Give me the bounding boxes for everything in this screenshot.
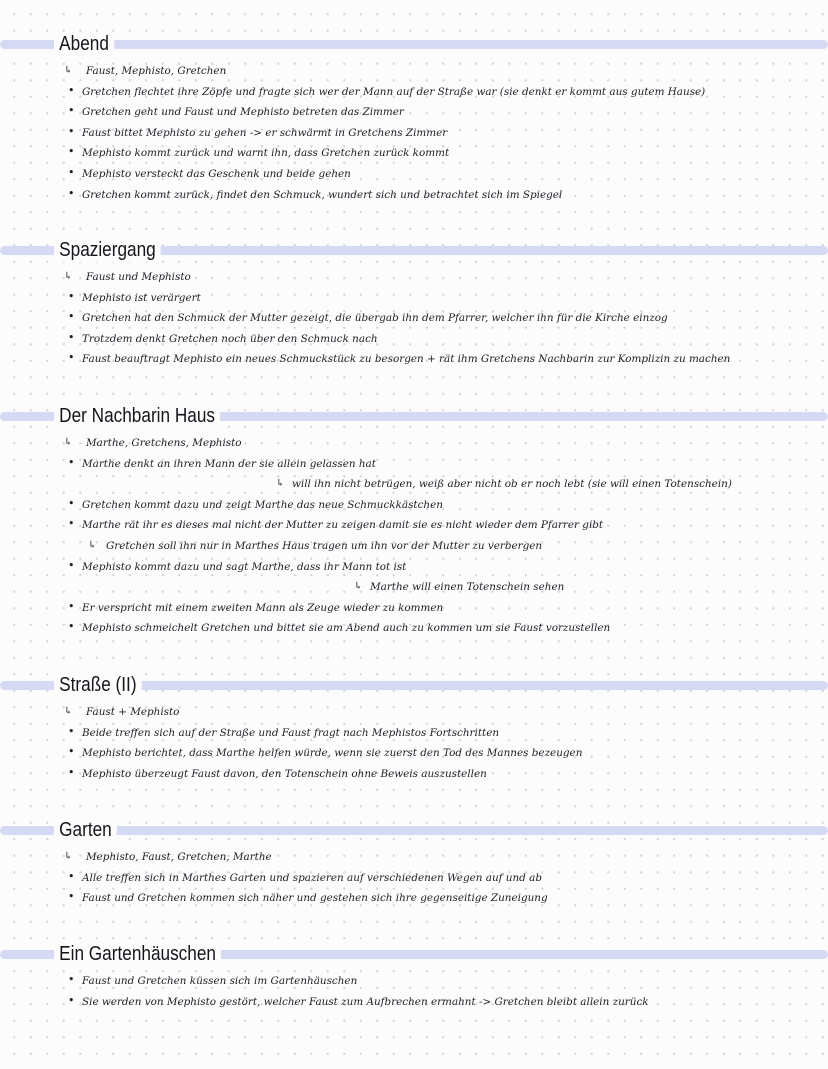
bullet-item — [0, 143, 828, 164]
section-lines — [0, 267, 828, 370]
bullet-icon: • — [68, 890, 75, 904]
arrow-item — [0, 61, 828, 82]
bullet-icon: • — [68, 455, 75, 469]
section-lines — [0, 847, 828, 909]
note-section — [0, 238, 828, 370]
note-text: Mephisto versteckt das Geschenk und beide gehen — [82, 167, 351, 180]
bullet-item — [0, 329, 828, 350]
section-title: Garten — [54, 818, 117, 842]
arrow-icon: ↳ — [88, 539, 97, 551]
heading-highlight-bar — [0, 826, 828, 835]
bullet-icon: • — [68, 745, 75, 759]
bullet-icon: • — [68, 104, 75, 118]
section-title: Straße (II) — [54, 673, 142, 697]
section-lines — [0, 433, 828, 639]
section-heading-row — [0, 404, 828, 430]
arrow-icon: ↳ — [276, 478, 285, 490]
note-text: Er verspricht mit einem zweiten Mann als Zeuge wieder zu kommen — [82, 601, 444, 614]
bullet-item — [0, 82, 828, 103]
section-title: Ein Gartenhäuschen — [54, 942, 221, 966]
section-lines — [0, 61, 828, 205]
arrow-icon: ↳ — [64, 851, 73, 862]
section-title: Abend — [54, 32, 114, 56]
bullet-icon: • — [68, 145, 75, 159]
bullet-icon: • — [68, 620, 75, 634]
note-text: Beide treffen sich auf der Straße und Faust fragt nach Mephistos Fortschritten — [82, 726, 500, 739]
arrow-item — [0, 847, 828, 868]
arrow-item — [0, 702, 828, 723]
bullet-item — [0, 598, 828, 619]
bullet-icon: • — [68, 83, 75, 97]
section-heading-row — [0, 673, 828, 699]
note-text: Mephisto ist verärgert — [82, 291, 201, 304]
note-text: Gretchen soll ihn nur in Marthes Haus tragen um ihn vor der Mutter zu verbergen — [106, 539, 543, 552]
note-text: Faust, Mephisto, Gretchen — [86, 65, 227, 77]
section-lines — [0, 702, 828, 784]
bullet-icon: • — [68, 351, 75, 365]
bullet-icon: • — [68, 124, 75, 138]
arrow-item — [0, 433, 828, 454]
note-text: Gretchen hat den Schmuck der Mutter gezeigt, die übergab ihn dem Pfarrer, welcher ihn für die Kirche einzog — [82, 312, 668, 325]
bullet-item — [0, 164, 828, 185]
bullet-icon: • — [68, 599, 75, 613]
note-text: Alle treffen sich in Marthes Garten und spazieren auf verschiedenen Wegen auf und ab — [82, 871, 542, 884]
bullet-item — [0, 515, 828, 536]
note-text: Mephisto kommt dazu und sagt Marthe, dass ihr Mann tot ist — [82, 560, 407, 573]
bullet-item — [0, 123, 828, 144]
section-heading-row — [0, 818, 828, 844]
bullet-item — [0, 557, 828, 578]
bullet-item — [0, 185, 828, 206]
note-text: Sie werden von Mephisto gestört, welcher Faust zum Aufbrechen ermahnt -> Gretchen bleibt allein zurück — [82, 995, 649, 1008]
arrow-icon: ↳ — [64, 271, 73, 282]
arrow-icon: ↳ — [354, 581, 363, 593]
bullet-icon: • — [68, 993, 75, 1007]
bullet-icon: • — [68, 310, 75, 324]
note-text: Marthe will einen Totenschein sehen — [370, 581, 565, 594]
note-text: Faust beauftragt Mephisto ein neues Schmuckstück zu besorgen + rät ihm Gretchens Nachbarin zur Komplizin zu machen — [82, 353, 731, 366]
arrow-icon: ↳ — [64, 706, 73, 717]
note-section — [0, 818, 828, 909]
note-section — [0, 32, 828, 205]
note-text: Faust + Mephisto — [86, 706, 180, 718]
note-text: Mephisto, Faust, Gretchen, Marthe — [86, 851, 272, 863]
bullet-item — [0, 495, 828, 516]
bullet-item — [0, 102, 828, 123]
bullet-item — [0, 743, 828, 764]
section-title: Spaziergang — [54, 238, 161, 262]
note-text: Gretchen kommt zurück, findet den Schmuck, wundert sich und betrachtet sich im Spiegel — [82, 188, 563, 201]
note-text: Faust und Gretchen kommen sich näher und gestehen sich ihre gegenseitige Zuneigung — [82, 892, 548, 905]
note-section — [0, 404, 828, 639]
note-text: will ihn nicht betrügen, weiß aber nicht ob er noch lebt (sie will einen Totenschein) — [292, 478, 732, 491]
arrow-icon: ↳ — [64, 437, 73, 448]
note-text: Gretchen kommt dazu und zeigt Marthe das neue Schmuckkästchen — [82, 498, 443, 511]
bullet-icon: • — [68, 558, 75, 572]
section-heading-row — [0, 32, 828, 58]
bullet-icon: • — [68, 289, 75, 303]
section-heading-row — [0, 942, 828, 968]
note-text: Trotzdem denkt Gretchen noch über den Schmuck nach — [82, 332, 378, 345]
bullet-item — [0, 288, 828, 309]
bullet-item — [0, 971, 828, 992]
note-section — [0, 942, 828, 1012]
section-heading-row — [0, 238, 828, 264]
bullet-icon: • — [68, 517, 75, 531]
note-text: Faust und Gretchen küssen sich im Gartenhäuschen — [82, 975, 358, 987]
arrow-item — [0, 474, 828, 495]
bullet-icon: • — [68, 724, 75, 738]
note-text: Gretchen flechtet ihre Zöpfe und fragte sich wer der Mann auf der Straße war (sie denkt er kommt aus gutem Hause) — [82, 85, 706, 98]
bullet-icon: • — [68, 496, 75, 510]
note-text: Marthe denkt an ihren Mann der sie allein gelassen hat — [82, 457, 376, 470]
bullet-item — [0, 618, 828, 639]
note-text: Mephisto berichtet, dass Marthe helfen würde, wenn sie zuerst den Tod des Mannes bezeugen — [82, 747, 583, 760]
note-text: Mephisto überzeugt Faust davon, den Totenschein ohne Beweis auszustellen — [82, 767, 487, 780]
bullet-icon: • — [68, 765, 75, 779]
bullet-item — [0, 868, 828, 889]
note-text: Mephisto schmeichelt Gretchen und bittet sie am Abend auch zu kommen um sie Faust vorzustellen — [82, 622, 611, 635]
note-text: Marthe rät ihr es dieses mal nicht der Mutter zu zeigen damit sie es nicht wieder dem Pfarrer gibt — [82, 519, 604, 532]
bullet-icon: • — [68, 186, 75, 200]
section-lines — [0, 971, 828, 1012]
arrow-icon: ↳ — [64, 65, 73, 76]
bullet-item — [0, 723, 828, 744]
arrow-item — [0, 577, 828, 598]
note-section — [0, 673, 828, 784]
note-text: Faust und Mephisto — [86, 271, 191, 283]
arrow-item — [0, 536, 828, 557]
bullet-icon: • — [68, 973, 75, 986]
bullet-item — [0, 349, 828, 370]
note-text: Faust bittet Mephisto zu gehen -> er schwärmt in Gretchens Zimmer — [82, 126, 448, 139]
bullet-item — [0, 454, 828, 475]
note-text: Marthe, Gretchens, Mephisto — [86, 437, 242, 449]
heading-highlight-bar — [0, 40, 828, 49]
note-text: Gretchen geht und Faust und Mephisto betreten das Zimmer — [82, 106, 404, 119]
bullet-icon: • — [68, 165, 75, 179]
bullet-item — [0, 308, 828, 329]
bullet-item — [0, 764, 828, 785]
bullet-item — [0, 888, 828, 909]
arrow-item — [0, 267, 828, 288]
bullet-icon: • — [68, 869, 75, 883]
bullet-item — [0, 992, 828, 1013]
note-text: Mephisto kommt zurück und warnt ihn, dass Gretchen zurück kommt — [82, 147, 450, 160]
section-title: Der Nachbarin Haus — [54, 404, 220, 428]
bullet-icon: • — [68, 330, 75, 344]
